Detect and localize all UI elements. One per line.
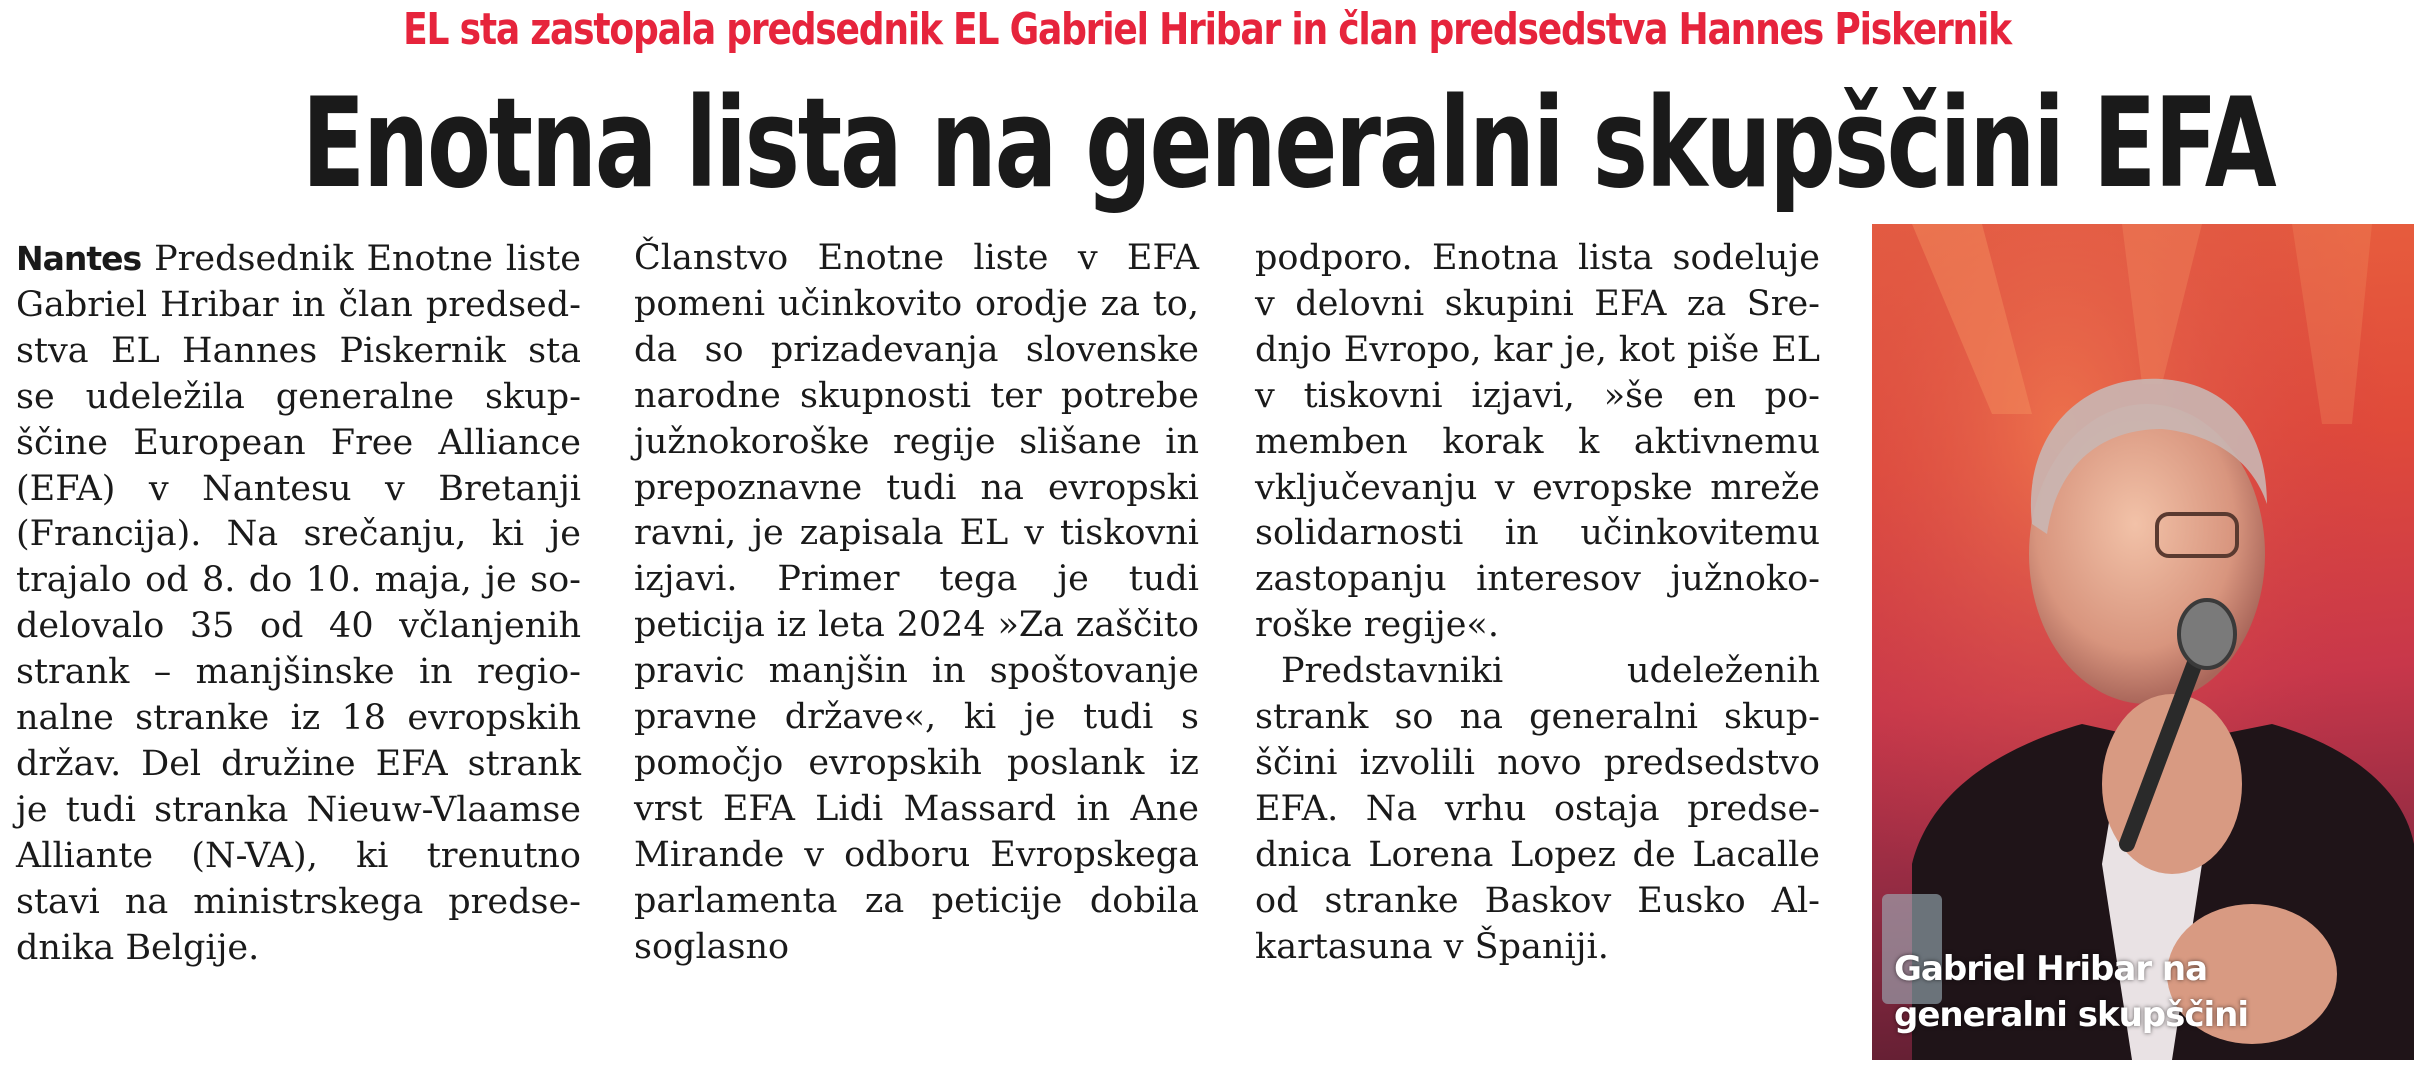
article-column-1 [16,236,581,972]
photo-illustration [1872,224,2414,1060]
headline: Enotna lista na generalni skupščini EFA [301,72,2275,216]
column-3-paragraph-1: podporo. Enotna lista sodeluje v delovni skupini EFA za Srednjo Evropo, kar je, kot piše EL v tiskovni izjavi, »še en pomemben korak k aktivnemu vključevanju v evropske mreže solidarnosti in učinkovitemu zastopanju interesov južnokoroške regije«. [1255,238,1820,646]
kicker: EL sta zastopala predsednik EL Gabriel Hribar in član predsedstva Hannes Piskernik [403,4,2011,55]
dateline: Nantes [16,239,142,278]
photo-caption: Gabriel Hribar na generalni skupščini [1894,949,2249,1035]
column-2-text: Članstvo Enotne liste v EFA pomeni učinkovito orodje za to, da so prizadevanja slovenske narodne skupnosti ter potrebe južnokoroške regije slišane in prepoznavne tudi na evropski ravni, je zapisala EL v tiskovni izjavi. Primer tega je tudi peticija iz leta 2024 »Za zaščito pravic manjšin in spoštovanje pravne države«, ki je tudi s pomočjo evropskih poslank iz vrst EFA Lidi Massard in Ane Mirande v odboru Evropskega parlamenta za peticije dobila soglasno [634,238,1199,967]
article-column-3 [1255,236,1820,971]
column-3-paragraph-2: Predstavniki udeleženih strank so na generalni skupščini izvolili novo predsedstvo EFA. Na vrhu ostaja predsednica Lorena Lopez de Lacalle od stranke Baskov Eusko Alkartasuna v Španiji. [1255,651,1820,967]
article-photo [1872,224,2414,1060]
column-1-text: Predsednik Enotne liste Gabriel Hribar in član predsedstva EL Hannes Piskernik sta se udeležila generalne skupščine European Free Alliance (EFA) v Nantesu v Bretanji (Francija). Na srečanju, ki je trajalo od 8. do 10. maja, je sodelovalo 35 od 40 včlanjenih strank – manjšinske in regionalne stranke iz 18 evropskih držav. Del družine EFA strank je tudi stranka Nieuw-Vlaamse Alliante (N-VA), ki trenutno stavi na ministrskega predsednika Belgije. [16,239,581,968]
microphone-head [2179,600,2235,668]
article-column-2 [634,236,1199,971]
